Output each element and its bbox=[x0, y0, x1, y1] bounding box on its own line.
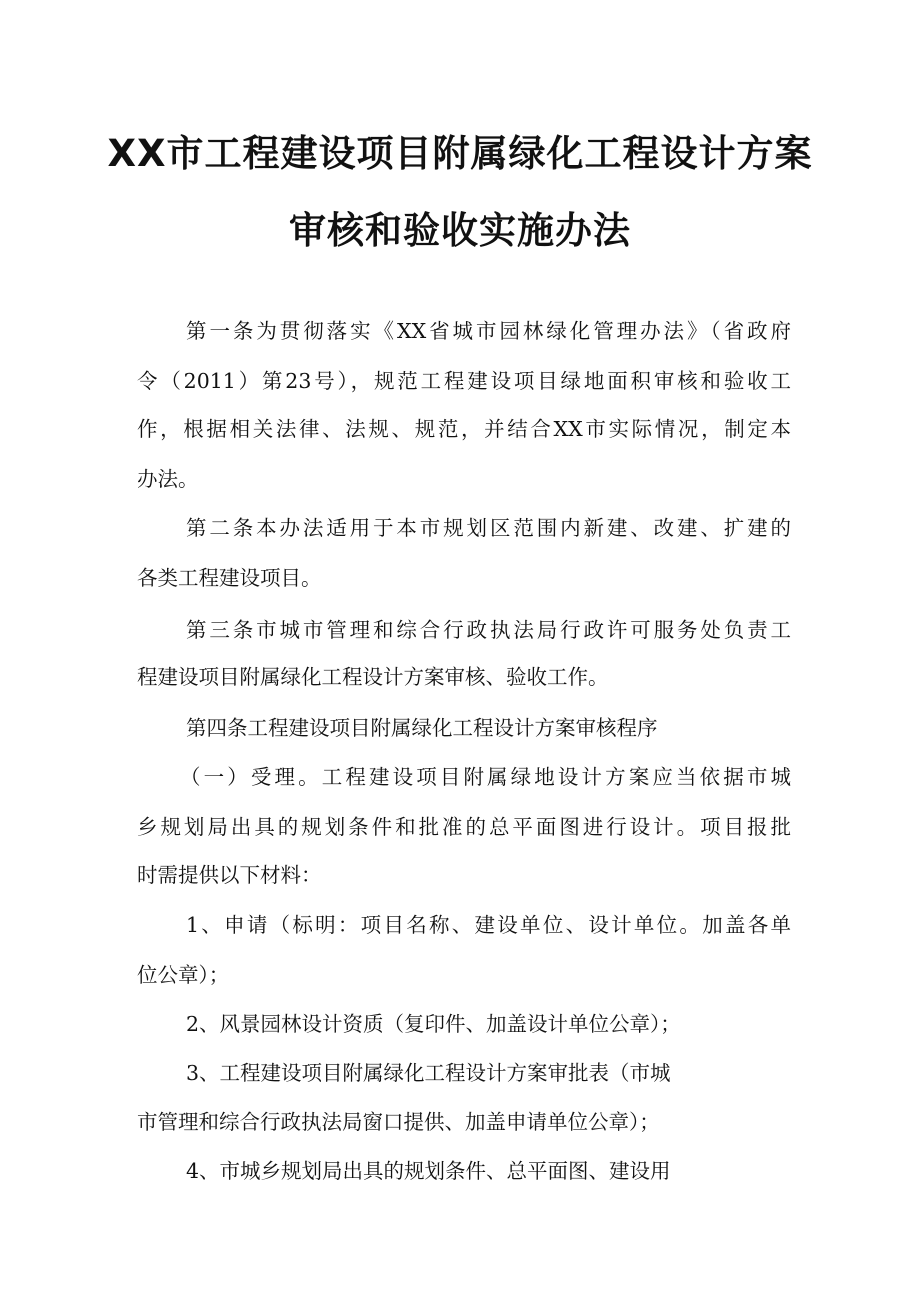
item-1-line-2: 位公章）； bbox=[137, 963, 230, 987]
article-1-line-3: 作，根据相关法律、法规、规范，并结合XX市实际情况，制定本 bbox=[137, 417, 791, 441]
article-4-heading: 第四条工程建设项目附属绿化工程设计方案审核程序 bbox=[186, 716, 658, 740]
article-1-line-2: 令（2011）第23号），规范工程建设项目绿地面积审核和验收工 bbox=[137, 369, 791, 393]
article-1-line-4: 办法。 bbox=[137, 467, 199, 491]
section-1-line-2: 乡规划局出具的规划条件和批准的总平面图进行设计。项目报批 bbox=[137, 815, 791, 839]
article-3-line-1: 第三条市城市管理和综合行政执法局行政许可服务处负责工 bbox=[186, 618, 791, 642]
article-2-line-1: 第二条本办法适用于本市规划区范围内新建、改建、扩建的 bbox=[186, 516, 791, 540]
item-1-line-1: 1、申请（标明：项目名称、建设单位、设计单位。加盖各单 bbox=[186, 913, 791, 937]
section-1-line-1: （一）受理。工程建设项目附属绿地设计方案应当依据市城 bbox=[180, 765, 791, 789]
item-3-line-1: 3、工程建设项目附属绿化工程设计方案审批表（市城 bbox=[186, 1061, 671, 1085]
item-2-line: 2、风景园林设计资质（复印件、加盖设计单位公章）； bbox=[186, 1012, 681, 1036]
document-title-line-2: 审核和验收实施办法 bbox=[289, 209, 631, 252]
article-3-line-2: 程建设项目附属绿化工程设计方案审核、验收工作。 bbox=[137, 665, 609, 689]
article-2-line-2: 各类工程建设项目。 bbox=[137, 566, 322, 590]
document-title-line-1: XX市工程建设项目附属绿化工程设计方案 bbox=[107, 132, 813, 175]
item-4-line-1: 4、市城乡规划局出具的规划条件、总平面图、建设用 bbox=[186, 1159, 671, 1183]
article-1-line-1: 第一条为贯彻落实《XX省城市园林绿化管理办法》（省政府 bbox=[186, 319, 791, 343]
section-1-line-3: 时需提供以下材料： bbox=[137, 863, 322, 887]
item-3-line-2: 市管理和综合行政执法局窗口提供、加盖申请单位公章）； bbox=[137, 1110, 660, 1134]
